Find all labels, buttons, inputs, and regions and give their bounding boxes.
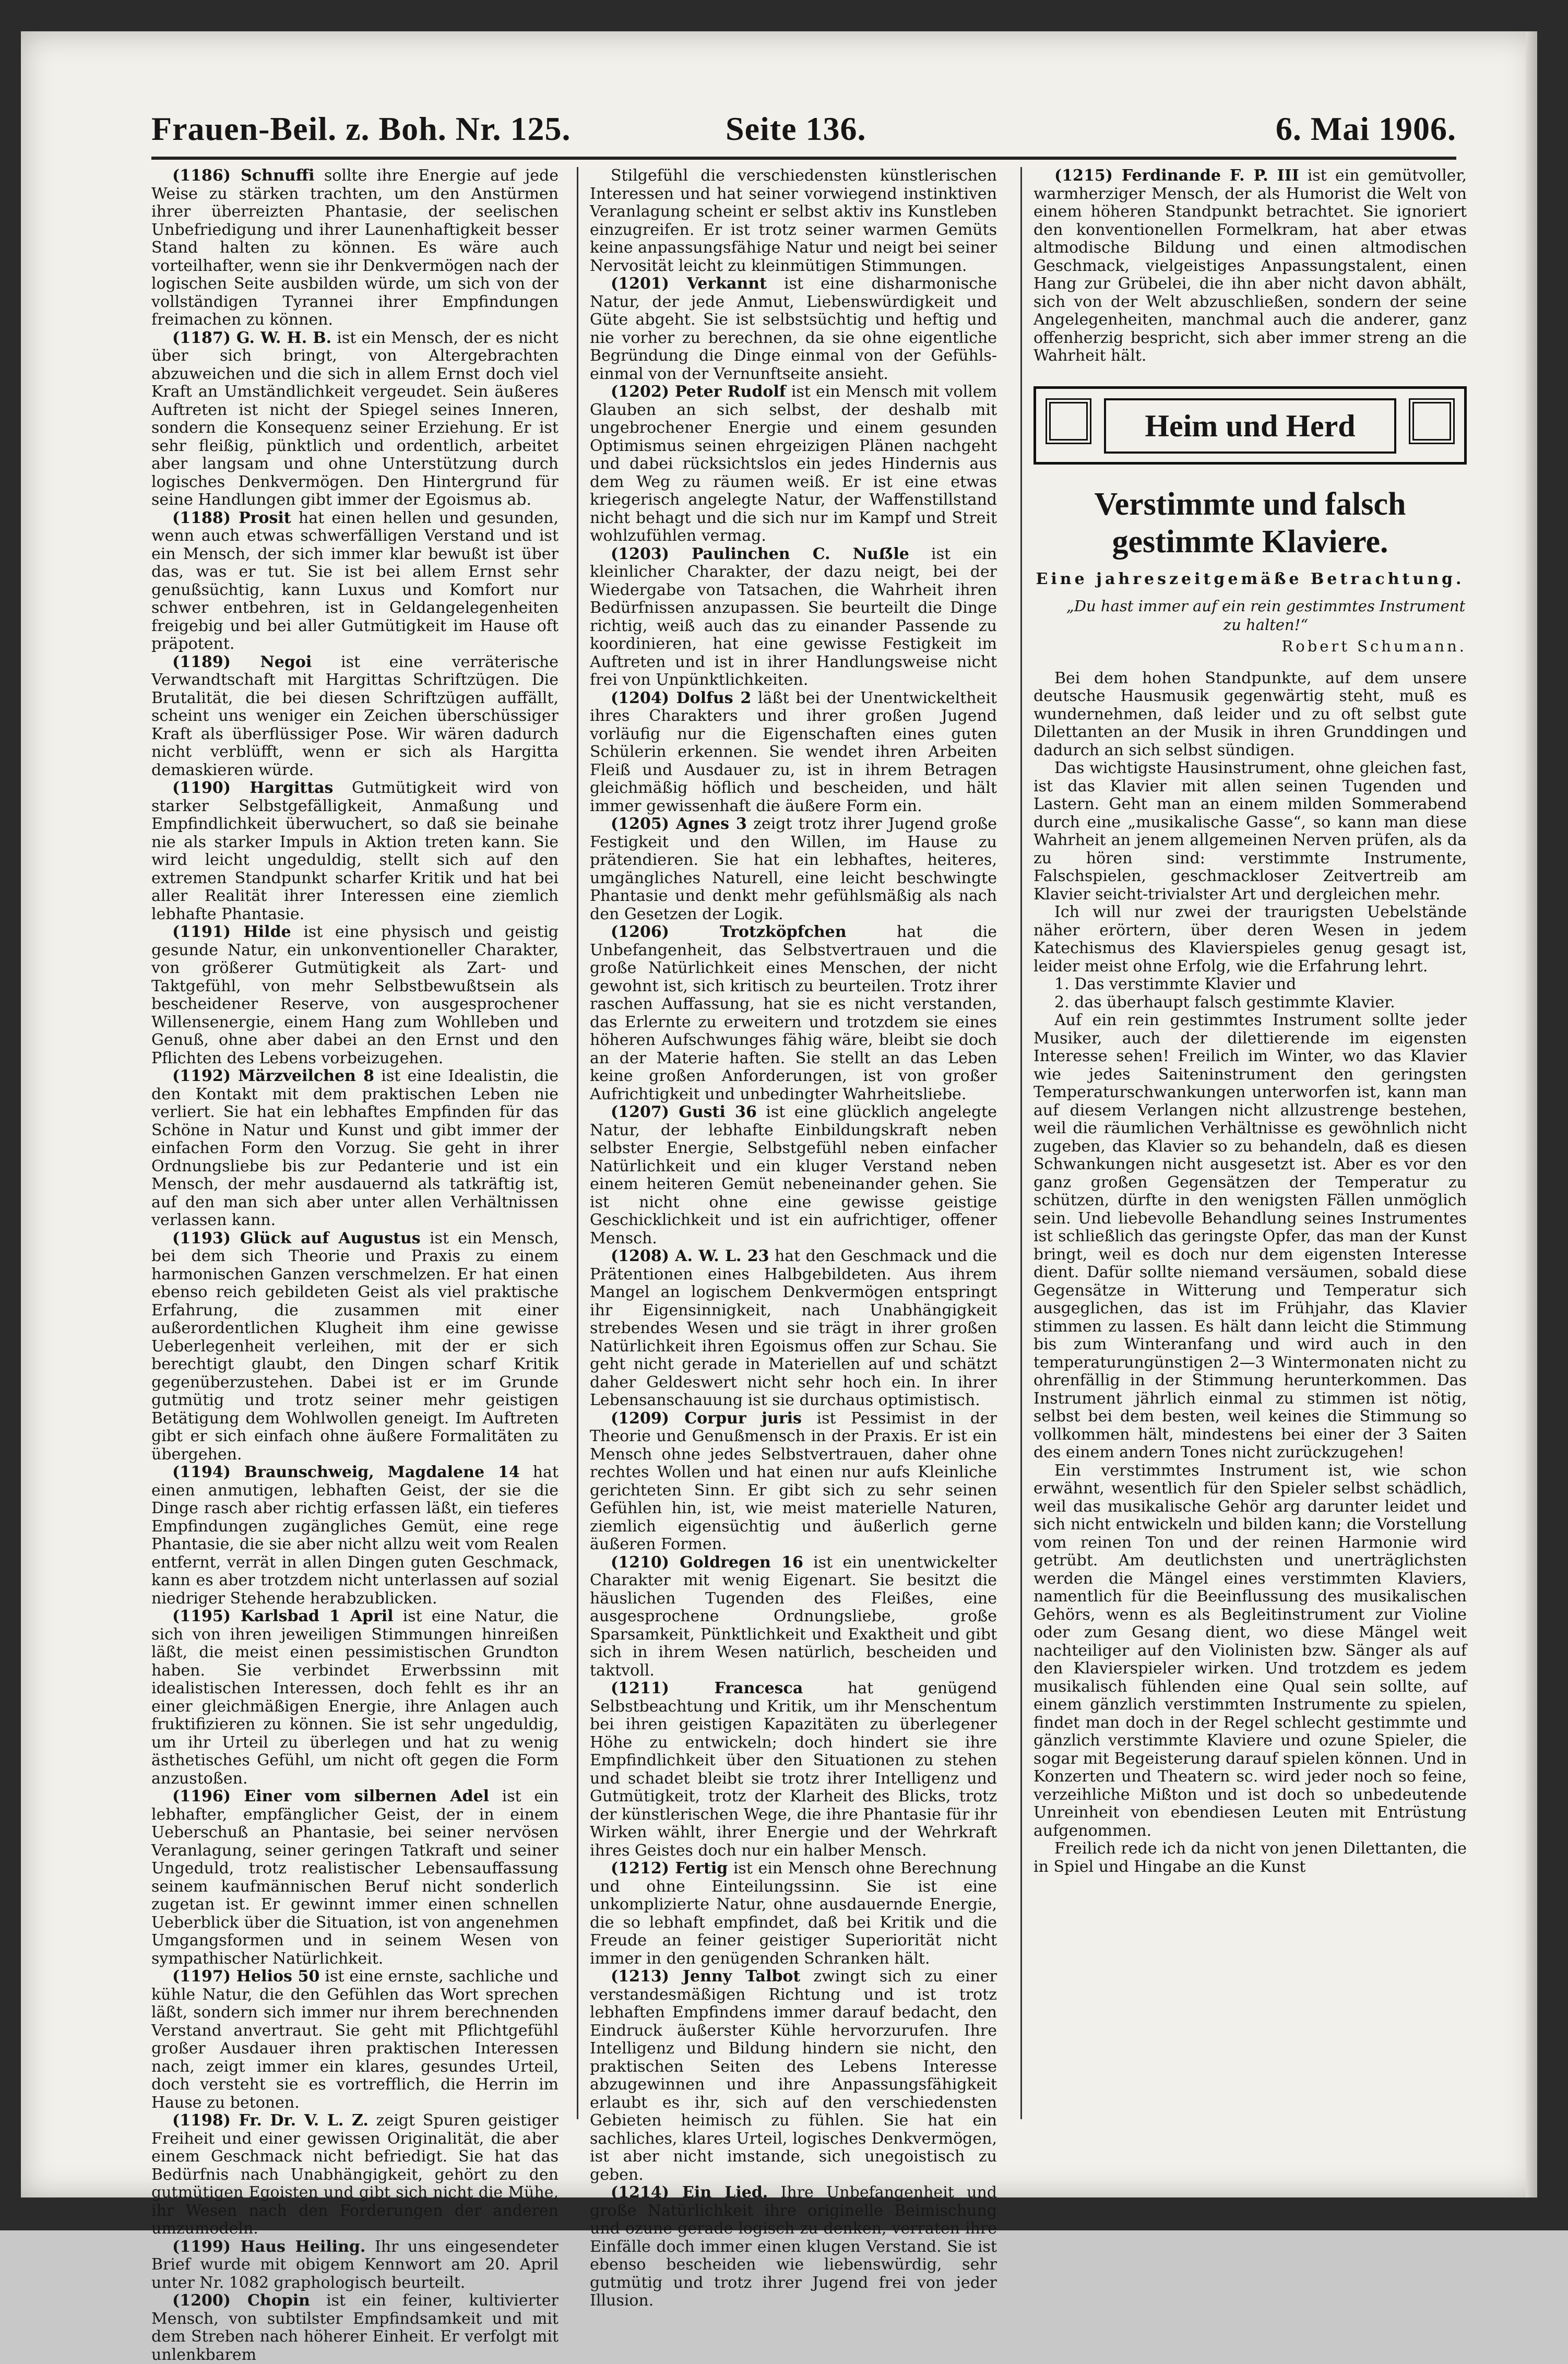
graphology-entry: [151, 1788, 559, 1968]
entry-text: zwingt sich zu einer verstandesmäßigen Richtung und ist trotz lebhaften Empfindens immer darauf bedacht, den Eindruck äußerster Kühle hervorzurufen. Ihre Intelligenz und Bildung hindern sie nicht, den praktischen Seiten des Lebens Interesse abzugewinnen und ihre Anpassungsfähigkeit erlaubt es ihr, sich auf den verschiedensten Gebieten heimisch zu fühlen. Sie hat ein sachliches, klares Urteil, logisches Denkvermögen, ist aber nicht imstande, sich unegoistisch zu geben.: [590, 1967, 997, 2184]
section-title: Heim und Herd: [1104, 398, 1396, 454]
page-header: [151, 94, 1456, 160]
graphology-entry: [151, 1067, 559, 1230]
column-rule: [577, 167, 578, 2119]
entry-text: Ihre Unbefangenheit und große Natürlichkeit ihre originelle Beimischung und ozune gerade logisch zu denken, verraten ihre Einfälle doch immer einen klugen Verstand. Sie ist ebenso bescheiden wie liebenswürdig, sehr gutmütig und trotz ihrer Jugend frei von jeder Illusion.: [590, 2183, 997, 2310]
entry-title: (1200) Chopin: [172, 2291, 310, 2310]
header-left: Frauen-Beil. z. Boh. Nr. 125.: [151, 110, 571, 147]
entry-title: (1215) Ferdinande F. P. III: [1054, 167, 1299, 185]
entry-title: (1206) Trotzköpfchen: [611, 923, 847, 941]
entry-text: hat einen hellen und gesunden, wenn auch etwas schwerfälligen Verstand und ist ein Mensch, der sich immer klar bewußt ist über das, was er tut. Sie ist bei allem Ernst sehr genußsüchtig, kann Luxus und Komfort nur schwer entbehren, ist in Geldangelegenheiten freigebig und bei aller Gutmütigkeit im Hause oft präpotent.: [151, 508, 559, 653]
epigraph-author: Robert Schumann.: [1281, 637, 1467, 655]
article-paragraph: Das wichtigste Hausinstrument, ohne gleichen fast, ist das Klavier mit allen seinen Tugenden und Lastern. Geht man an einem milden Sommerabend durch eine „musikalische Gasse“, so kann man diese Wahrheit an jenem allgemeinen Nerven prüfen, als da zu hören sind: verstimmte Instrumente, Falschspielen, geschmackloser Zeitvertreib am Klavier seicht-trivialster Art und dergleichen mehr.: [1034, 759, 1467, 904]
entry-text: ist eine ernste, sachliche und kühle Natur, die den Gefühlen das Wort sprechen läßt, sondern sich immer nur ihrem berechnenden Verstand anvertraut. Sie geht mit Pflichtgefühl großer Ausdauer ihren praktischen Interessen nach, zeigt immer ein klares, gesundes Urteil, doch versteht sie es vortrefflich, die Herrin im Hause zu betonen.: [151, 1967, 559, 2112]
graphology-entry: [590, 383, 997, 545]
header-page-number: Seite 136.: [726, 110, 866, 147]
entry-text: ist Pessimist in der Theorie und Genußmensch in der Praxis. Er ist ein Mensch ohne jedes Selbstvertrauen, daher ohne rechtes Wollen und hat einen nur aufs Kleinliche gerichteten Sinn. Er gibt sich zu sehr seinen Gefühlen hin, ist, wie meist materielle Naturen, ziemlich eigensüchtig und äußerlich gerne äußeren Formen.: [590, 1409, 997, 1553]
article-paragraph: Auf ein rein gestimmtes Instrument sollte jeder Musiker, auch der dilettierende im eigensten Interesse sehen! Freilich im Winter, wo das Klavier wie jedes Saiteninstrument den geringsten Temperaturschwankungen unterworfen ist, kann man auf diesem Verlangen nicht allzustrenge bestehen, weil die räumlichen Verhältnisse es gewöhnlich nicht zugeben, das Klavier so zu behandeln, daß es diesen Schwankungen nicht ausgesetzt ist. Aber es vor den ganz großen Gegensätzen der Temperatur zu schützen, dürfte in den wenigsten Fällen unmöglich sein. Und liebevolle Behandlung seines Instrumentes ist schließlich das geringste Opfer, das man der Kunst bringt, weil es doch nur dem eigensten Interesse dient. Dafür sollte niemand versäumen, sobald diese Gegensätze in Witterung und Temperatur sich ausgeglichen, das ist im Frühjahr, das Klavier stimmen zu lassen. Es hält dann leicht die Stimmung bis zum Winteranfang und wird auch in den temperaturungünstigen 2—3 Wintermonaten nicht zu ohrenfällig in der Stimmung herunterkommen. Das Instrument jährlich einmal zu stimmen ist nötig, selbst bei dem besten, weil keines die Stimmung so vollkommen hält, mindestens bei einer der 3 Saiten des einem andern Tones nicht zurückzugehen!: [1034, 1011, 1467, 1462]
entry-text: ist ein Mensch ohne Berechnung und ohne Einteilungssinn. Sie ist eine unkomplizierte Natur, ohne ausdauernde Energie, die so lebhaft empfindet, daß bei Kritik und die Freude an feiner geistiger Superiorität nicht immer in den genügenden Schranken hält.: [590, 1859, 997, 1968]
graphology-entry: [590, 2184, 997, 2310]
entry-text: Stilgefühl die verschiedensten künstlerischen Interessen und hat seiner vorwiegend instinktiven Veranlagung scheint er selbst aktiv ins Kunstleben einzugreifen. Er ist trotz seiner warmen Gemüts keine anpassungsfähige Natur und neigt bei seiner Nervosität leicht zu kleinmütigen Stimmungen.: [590, 167, 997, 275]
graphology-entry: [151, 923, 559, 1067]
entry-text: ist ein unentwickelter Charakter mit wenig Eigenart. Sie besitzt die häuslichen Tugenden des Fleißes, eine ausgesprochene Ordnungsliebe, große Sparsamkeit, Pünktlichkeit und Exaktheit und gibt sich in ihrem Wesen natürlich, bescheiden und taktvoll.: [590, 1553, 997, 1680]
epigraph-quote: „Du hast immer auf ein rein gestimmtes Instrument zu halten!“: [1066, 597, 1466, 634]
entry-title: (1209) Corpur juris: [611, 1409, 802, 1428]
entry-title: (1186) Schnuffi: [172, 167, 315, 185]
graphology-entry: [590, 1410, 997, 1554]
entry-title: (1211) Francesca: [611, 1679, 803, 1697]
entry-title: (1203) Paulinchen C. Nuẞle: [611, 544, 909, 563]
entry-title: (1196) Einer vom silbernen Adel: [172, 1787, 490, 1805]
entry-text: ist eine physisch und geistig gesunde Natur, ein unkonventioneller Charakter, von größerer Gutmütigkeit als Zart- und Taktgefühl, von mehr Selbstbewußtsein als bescheidener Reserve, von ausgesprochener Willensenergie, einem Hang zum Wohlleben und Genuß, ohne aber dabei an den Ernst und den Pflichten des Lebens vorbeizugehen.: [151, 923, 559, 1067]
entry-title: (1187) G. W. H. B.: [172, 328, 332, 347]
graphology-entry: [590, 815, 997, 923]
entry-title: (1208) A. W. L. 23: [611, 1247, 769, 1265]
ornament-square: [1046, 398, 1091, 444]
graphology-entry: [590, 167, 997, 275]
graphology-entry: [151, 509, 559, 654]
entry-title: (1192) Märzveilchen 8: [172, 1067, 374, 1085]
entry-text: Gutmütigkeit wird von starker Selbstgefälligkeit, Anmaßung und Empfindlichkeit überwuchert, so daß sie beinahe nie als starker Impuls in Aktion treten kann. Sie wird leicht ungeduldig, stellt sich auf den extremen Standpunkt scharfer Kritik und hat bei aller Realität ihrer Interessen eine ziemlich lebhafte Phantasie.: [151, 779, 559, 923]
article-list-item: 2. das überhaupt falsch gestimmte Klavier.: [1054, 993, 1395, 1012]
column-2: [590, 167, 997, 2310]
graphology-entry: [590, 275, 997, 383]
graphology-entry: [590, 545, 997, 690]
entry-title: (1190) Hargittas: [172, 779, 334, 797]
entry-title: (1193) Glück auf Augustus: [172, 1229, 421, 1248]
graphology-entry: [151, 2292, 559, 2364]
graphology-entry: [151, 1608, 559, 1788]
entry-text: läßt bei der Unentwickeltheit ihres Charakters und ihrer großen Jugend vorläufig nur die Eigenschaften eines guten Schülerin erkennen. Sie wendet ihren Arbeiten Fleiß und Ausdauer zu, ist in ihrem Betragen gleichmäßig höflich und bescheiden, und hält immer gewissenhaft die äußere Form ein.: [590, 688, 997, 815]
article-paragraph: Ich will nur zwei der traurigsten Uebelstände näher erörtern, über deren Wesen in jedem Katechismus des Klavierspieles genug gesagt ist, leider meist ohne Erfolg, wie die Erfahrung lehrt.: [1034, 903, 1467, 976]
entry-text: ist ein feiner, kultivierter Mensch, von subtilster Empfindsamkeit und mit dem Streben nach höherer Einheit. Er verfolgt mit unlenkbarem: [151, 2291, 559, 2364]
graphology-entry: [151, 779, 559, 923]
entry-text: ist eine disharmonische Natur, der jede Anmut, Liebenswürdigkeit und Güte abgeht. Sie ist selbstsüchtig und heftig und nie vorher zu berechnen, da sie ohne eigentliche Begründung die Dinge einmal von der Gefühls- einmal von der Vernunftseite ansieht.: [590, 275, 997, 383]
entry-title: (1198) Fr. Dr. V. L. Z.: [172, 2111, 369, 2130]
graphology-entry: [151, 654, 559, 780]
graphology-entry: [590, 1248, 997, 1410]
article-paragraph: Bei dem hohen Standpunkte, auf dem unsere deutsche Hausmusik gegenwärtig steht, muß es wundernehmen, daß leider und zu oft selbst gute Dilettanten an der Musik in ihren Grunddingen und dadurch an sich selbst sündigen.: [1034, 669, 1467, 759]
entry-title: (1201) Verkannt: [611, 275, 767, 293]
graphology-entry: [1034, 167, 1467, 365]
page-edge: [1526, 31, 1537, 2197]
graphology-entry: [590, 923, 997, 1103]
graphology-entry: [151, 2238, 559, 2292]
entry-text: Ihr uns eingesendeter Brief wurde mit obigem Kennwort am 20. April unter Nr. 1082 graphologisch beurteilt.: [151, 2237, 559, 2292]
graphology-entry: [151, 1968, 559, 2112]
entry-text: ist ein lebhafter, empfänglicher Geist, der in einem Ueberschuß an Phantasie, bei seiner nervösen Veranlagung, seiner geringen Tatkraft und seiner Ungeduld, trotz realistischer Lebensauffassung seinem kaufmännischen Beruf nicht sonderlich zugetan ist. Er gewinnt immer einen schnellen Ueberblick über die Situation, ist von angenehmen Umgangsformen und in seinem Wesen von sympathischer Natürlichkeit.: [151, 1787, 559, 1968]
entry-text: ist ein gemütvoller, warmherziger Mensch, der als Humorist die Welt von einem höheren Standpunkt betrachtet. Sie ignoriert den konventionellen Formelkram, hat aber etwas altmodische Bildung und einen altmodischen Geschmack, vielgeistiges Anpassungstalent, einen Hang zur Grübelei, die ihn aber nicht davon abhält, sich von der Welt abzuschließen, sondern der seine Angelegenheiten, manchmal auch die anderer, ganz offenherzig bespricht, sich aber immer streng an die Wahrheit hält.: [1034, 167, 1467, 365]
entry-text: hat genügend Selbstbeachtung und Kritik, um ihr Menschentum bei ihren geistigen Kapazitäten zu überlegener Höhe zu entwickeln; doch hindert sie ihre Empfindlichkeit über den Situationen zu stehen und schadet bleibt sie trotz ihrer Intelligenz und Gutmütigkeit, trotz der Klarheit des Blicks, trotz der künstlerischen Wege, die ihre Phantasie für ihr Wirken wählt, ihrer Energie und der Wehrkraft ihres Geistes doch nur ein halber Mensch.: [590, 1679, 997, 1860]
entry-title: (1199) Haus Heiling.: [172, 2237, 366, 2256]
entry-title: (1204) Dolfus 2: [611, 688, 752, 707]
article-paragraph: Freilich rede ich da nicht von jenen Dilettanten, die in Spiel und Hingabe an die Kunst: [1034, 1839, 1467, 1876]
entry-title: (1207) Gusti 36: [611, 1103, 757, 1121]
article-subtitle: Eine jahreszeitgemäße Betrachtung.: [1036, 569, 1465, 588]
entry-text: zeigt trotz ihrer Jugend große Festigkeit und den Willen, im Hause zu prätendieren. Sie hat ein lebhaftes, heiteres, umgängliches Naturell, eine leicht beschwingte Phantasie und denkt mehr gefühlsmäßig als nach den Gesetzen der Logik.: [590, 815, 997, 923]
article-list-item: 1. Das verstimmte Klavier und: [1054, 975, 1297, 993]
graphology-entry: [590, 1860, 997, 1968]
graphology-entry: [151, 1230, 559, 1464]
graphology-entry: [151, 329, 559, 509]
entry-text: hat den Geschmack und die Prätentionen eines Halbgebildeten. Aus ihrem Mangel an logischem Denkvermögen entspringt ihr Eigensinnigkeit, nach Unabhängigkeit strebendes Wesen und sie trägt in ihrer großen Natürlichkeit ihren Egoismus offen zur Schau. Sie geht nicht gerade in Materiellen auf und schätzt daher Geldeswert nicht sehr hoch ein. In ihrer Lebensanschauung ist sie durchaus optimistisch.: [590, 1247, 997, 1409]
entry-text: ist ein kleinlicher Charakter, der dazu neigt, bei der Wiedergabe von Tatsachen, die Wahrheit ihren Bedürfnissen anzupassen. Sie beurteilt die Dinge richtig, weiß auch das zu einander Passende zu koordinieren, hat eine gewisse Festigkeit im Auftreten und ist in ihrer Handlungsweise nicht frei von Unpünktlichkeiten.: [590, 544, 997, 689]
graphology-entry: [590, 1968, 997, 2184]
entry-text: ist eine Idealistin, die den Kontakt mit dem praktischen Leben nie verliert. Sie hat ein lebhaftes Empfinden für das Schöne in Natur und Kunst und gibt immer der einfachen Form den Vorzug. Sie geht in ihrer Ordnungsliebe bis zur Pedanterie und ist ein Mensch, der mehr ausdauernd als tatkräftig ist, auf den man sich aber unter allen Verhältnissen verlassen kann.: [151, 1067, 559, 1229]
entry-text: ist ein Mensch, bei dem sich Theorie und Praxis zu einem harmonischen Ganzen verschmelzen. Er hat einen ebenso reich gebildeten Geist als viel praktische Erfahrung, die zusammen mit einer außerordentlichen Klugheit ihm eine gewisse Ueberlegenheit verleihen, mit der er sich berechtigt glaubt, den Dingen scharf Kritik gegenüberzustehen. Dabei ist er im Grunde gutmütig und trotz seiner mehr geistigen Betätigung dem Wohlwollen geneigt. Im Auftreten gibt er sich einfach ohne äußere Formalitäten zu übergehen.: [151, 1229, 559, 1464]
ornament-square: [1409, 398, 1455, 444]
entry-title: (1202) Peter Rudolf: [611, 383, 786, 401]
entry-text: sollte ihre Energie auf jede Weise zu stärken trachten, um den Anstürmen ihrer überreizten Phantasie, der seelischen Unbefriedigung und ihrer Launenhaftigkeit besser Stand halten zu können. Es wäre auch vorteilhafter, wenn sie ihr Denkvermögen nach der logischen Seite ausbilden würde, um sich von der vollständigen Tyrannei ihrer Empfindungen freimachen zu können.: [151, 167, 559, 329]
entry-title: (1195) Karlsbad 1 April: [172, 1607, 394, 1625]
entry-text: ist ein Mensch, der es nicht über sich bringt, von Altergebrachten abzuweichen und die sich in allem Ernst doch viel Kraft an Umständlichkeit vergeudet. Sein äußeres Auftreten ist nicht der Spiegel seines Inneren, sondern die Konsequenz seiner Erziehung. Er ist sehr fleißig, pünktlich und ordentlich, arbeitet aber langsam und ohne Unterstützung durch logisches Denkvermögen. Den Hintergrund für seine Handlungen gibt immer der Egoismus ab.: [151, 328, 559, 509]
graphology-entry: [590, 690, 997, 816]
article-title: Verstimmte und falsch gestimmte Klaviere.: [1094, 486, 1406, 560]
column-3: [1034, 167, 1467, 2119]
entry-title: (1191) Hilde: [172, 923, 291, 941]
article-paragraph: Ein verstimmtes Instrument ist, wie schon erwähnt, wesentlich für den Spieler selbst schädlich, weil das musikalische Gehör arg darunter leidet und sich nicht entwickeln und bilden kann; die Vorstellung vom reinen Ton und der reinen Harmonie wird getrübt. Am deutlichsten und unerträglichsten werden die Mängel eines verstimmten Klaviers, namentlich für die Beeinflussung des musikalischen Gehörs, wenn es als Begleitinstrument zur Violine oder zum Gesang dient, wo diese Mängel weit nachteiliger auf den Violinisten bzw. Sänger als auf den Klavierspieler wirken. Und trotzdem es jedem musikalisch fühlenden eine Qual sein sollte, auf einem gänzlich verstimmten Instrumente zu spielen, findet man doch in der Regel schlecht gestimmte und gänzlich verstimmte Klaviere und ozune Spieler, die sogar mit Begeisterung darauf spielen können. Und in Konzerten und Theatern sc. wird jeder noch so feine, verzeihliche Mißton und ist doch so unbedeutende Unreinheit von ebendiesen Leuten mit Entrüstung aufgenommen.: [1034, 1461, 1467, 1840]
entry-title: (1210) Goldregen 16: [611, 1553, 803, 1572]
entry-title: (1188) Prosit: [172, 508, 291, 527]
column-rule: [1020, 167, 1022, 2119]
header-date: 6. Mai 1906.: [1275, 110, 1456, 147]
section-banner: [1034, 386, 1467, 465]
graphology-entry: [151, 2112, 559, 2238]
entry-text: zeigt Spuren geistiger Freiheit und einer gewissen Originalität, die aber einem Geschmack nicht befriedigt. Sie hat das Bedürfnis nach Unabhängigkeit, gehört zu den gutmütigen Egoisten und gibt sich nicht die Mühe, ihr Wesen nach den Forderungen der anderen umzumodeln.: [151, 2111, 559, 2238]
entry-text: ist eine Natur, die sich von ihren jeweiligen Stimmungen hinreißen läßt, die meist einen pessimistischen Grundton haben. Sie verbindet Erwerbssinn mit idealistischen Interessen, doch fehlt es ihr an einer gleichmäßigen Energie, ihre Anlagen auch fruktifizieren zu können. Sie ist sehr ungeduldig, um ihr Urteil zu überlegen und hat zu wenig ästhetisches Gefühl, um nicht oft gegen die Form anzustoßen.: [151, 1607, 559, 1788]
graphology-entry: [590, 1103, 997, 1248]
entry-title: (1197) Helios 50: [172, 1967, 320, 1986]
graphology-entry: [590, 1680, 997, 1860]
entry-text: hat einen anmutigen, lebhaften Geist, der sie die Dinge rasch aber richtig erfassen läßt, ein tieferes Empfindungen zugängliches Gemüt, eine rege Phantasie, die sie aber nicht allzu weit vom Realen entfernt, verrät in allen Dingen guten Geschmack, kann es aber trotzdem nicht unterlassen auf sozial niedriger Stehende herabzublicken.: [151, 1463, 559, 1608]
graphology-entry: [590, 1554, 997, 1680]
entry-title: (1213) Jenny Talbot: [611, 1967, 801, 1986]
entry-title: (1194) Braunschweig, Magdalene 14: [172, 1463, 520, 1481]
entry-title: (1212) Fertig: [611, 1859, 728, 1878]
column-1: [151, 167, 559, 2364]
entry-text: ist eine verräterische Verwandtschaft mit Hargittas Schriftzügen. Die Brutalität, die bei diesen Schriftzügen auffällt, scheint uns weniger ein Zeichen überschüssiger Kraft als überflüssiger Pose. Wir wären dadurch nicht verblüfft, wenn er sich als Hargitta demaskieren würde.: [151, 652, 559, 779]
entry-text: hat die Unbefangenheit, das Selbstvertrauen und die große Natürlichkeit eines Menschen, der nicht gewohnt ist, sich kritisch zu beurteilen. Trotz ihrer raschen Auffassung, hat sie es nicht verstanden, das Erlernte zu erweitern und trotzdem sie eines höheren Aufschwunges fähig wäre, bleibt sie doch an der Materie haften. Sie stellt an das Leben keine großen Anforderungen, ist von großer Aufrichtigkeit und unbedingter Wahrheitsliebe.: [590, 923, 997, 1103]
entry-text: ist eine glücklich angelegte Natur, der lebhafte Einbildungskraft neben selbster Energie, Selbstgefühl neben einfacher Natürlichkeit und ein kluger Verstand neben einem heiteren Gemüt nebeneinander gehen. Sie ist nicht ohne eine gewisse geistige Geschicklichkeit und ist ein aufrichtiger, offener Mensch.: [590, 1103, 997, 1248]
entry-title: (1214) Ein Lied.: [611, 2183, 768, 2202]
graphology-entry: [151, 167, 559, 329]
entry-title: (1205) Agnes 3: [611, 815, 747, 833]
graphology-entry: [151, 1464, 559, 1608]
entry-title: (1189) Negoi: [172, 652, 312, 671]
entry-text: ist ein Mensch mit vollem Glauben an sich selbst, der deshalb mit ungebrochener Energie und einem gesunden Optimismus seinen ehrgeizigen Plänen nachgeht und dabei rücksichtslos ein jedes Hindernis aus dem Weg zu räumen weiß. Er ist eine etwas kriegerisch angelegte Natur, der Waffenstillstand nicht behagt und die sich nur im Kampf und Streit wohlzufühlen vermag.: [590, 383, 997, 545]
